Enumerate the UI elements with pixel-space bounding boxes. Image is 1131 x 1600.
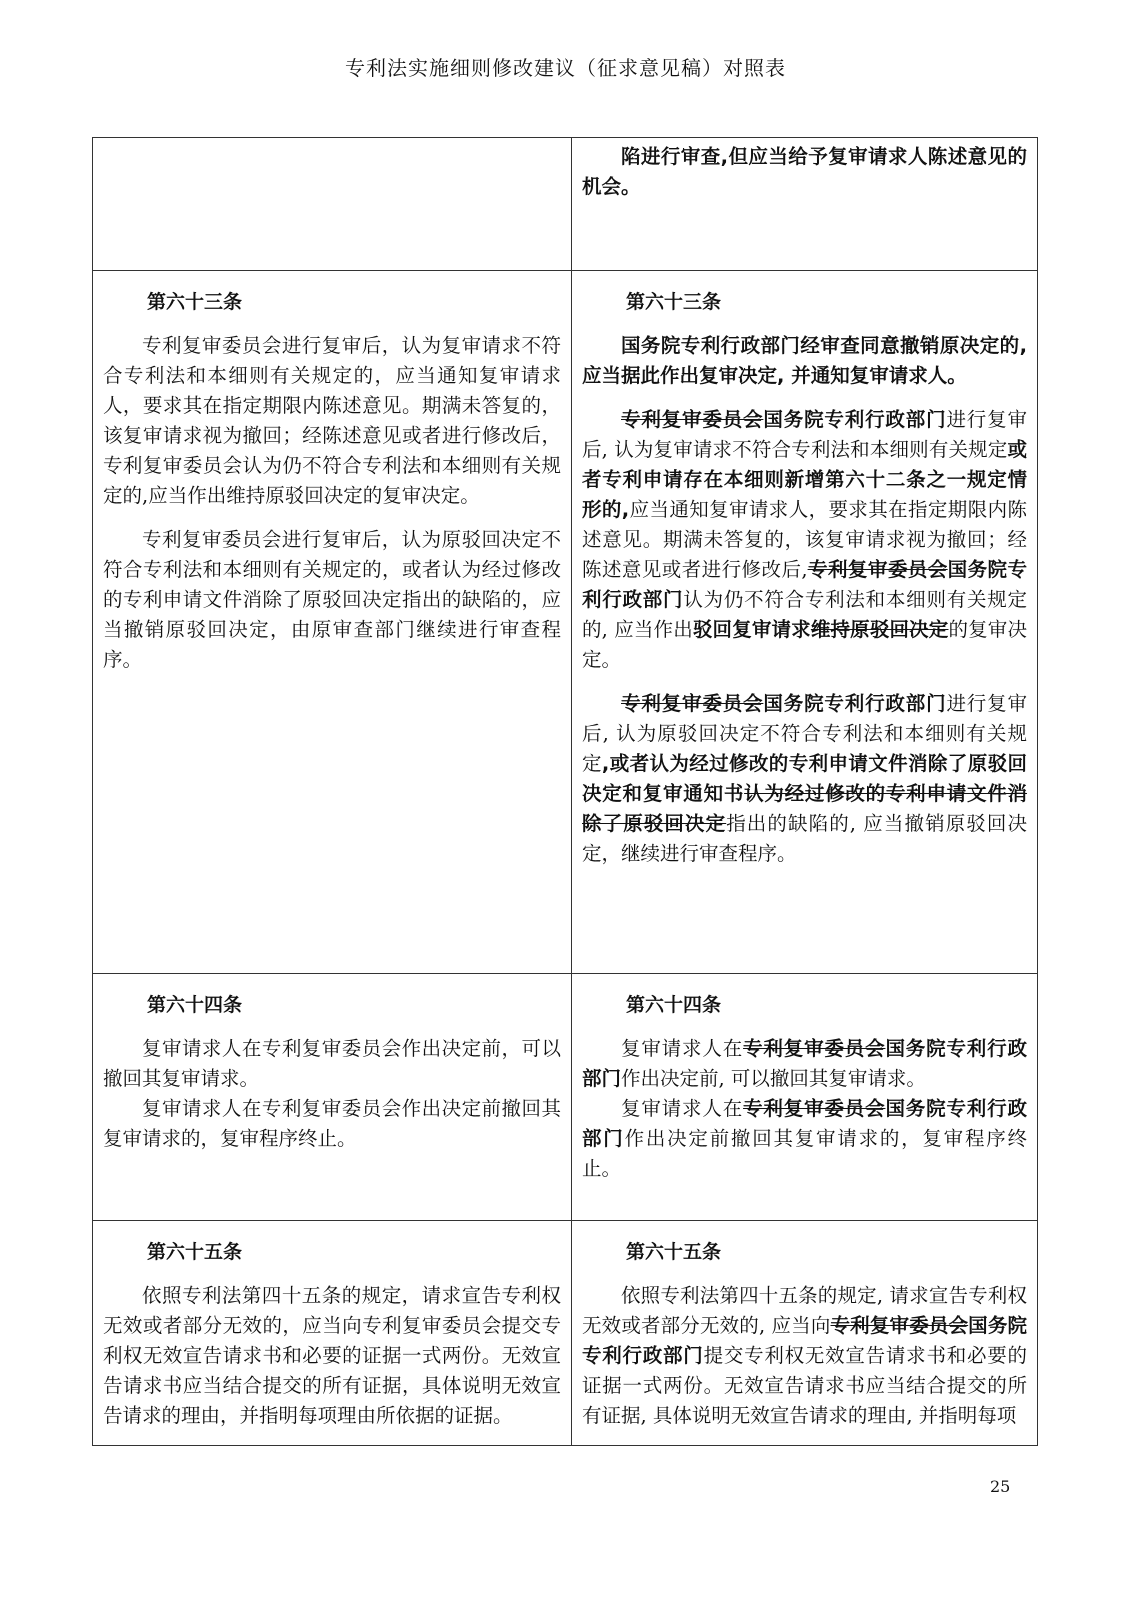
added-text: 国务院专利行政部门 — [582, 1314, 1027, 1367]
page-title: 专利法实施细则修改建议（征求意见稿）对照表 — [345, 56, 786, 80]
deleted-text: 专利复审委员会 — [830, 1314, 969, 1337]
article-heading: 第六十五条 — [626, 1241, 722, 1263]
table-row — [93, 138, 1038, 271]
text-segment: 复审请求人在 — [621, 1037, 744, 1060]
text-segment: 专利复审委员会进行复审后，认为原驳回决定不符合专利法和本细则有关规定的，或者认为经过修改的专利申请文件消除了原驳回决定指出的缺陷的，应当撤销原驳回决定，由原审查部门继续进行审查程序。 — [103, 528, 561, 671]
article-paragraph — [582, 1281, 1027, 1431]
article-paragraph — [582, 138, 1027, 202]
text-segment: 提交专利权无效宣告请求书和必要的证据一式两份。无效宣告请求书应当结合提交的所有证据, 具体说明无效宣告请求的理由, 并指明每项 — [582, 1344, 1027, 1427]
article-heading: 第六十四条 — [626, 994, 722, 1016]
article-paragraph — [103, 1281, 561, 1431]
text-segment: 进行复审后, 认为原驳回决定不符合专利法和本细则有关规定 — [582, 692, 1027, 775]
text-segment: 作出决定前撤回其复审请求的，复审程序终止。 — [582, 1127, 1027, 1180]
added-text: 国务院专利行政部门 — [763, 408, 947, 431]
added-text: 陷进行审查,但应当给予复审请求人陈述意见的机会。 — [582, 145, 1027, 198]
text-segment: 依照专利法第四十五条的规定，请求宣告专利权无效或者部分无效的，应当向专利复审委员会提交专利权无效宣告请求书和必要的证据一式两份。无效宣告请求书应当结合提交的所有证据，具体说明无效宣告请求的理由，并指明每项理由所依据的证据。 — [103, 1284, 561, 1427]
article-paragraph — [103, 1034, 561, 1094]
text-segment: 指出的缺陷的, 应当撤销原驳回决定，继续进行审查程序。 — [582, 812, 1027, 865]
article-paragraph — [103, 331, 561, 511]
article-heading: 第六十三条 — [147, 291, 243, 313]
article-paragraph — [103, 525, 561, 675]
table-row — [93, 1221, 1038, 1446]
added-text: 国务院专利行政部门 — [763, 692, 947, 715]
article-paragraph — [582, 1094, 1027, 1184]
article-heading: 第六十三条 — [626, 291, 722, 313]
added-text: 国务院专利行政部门 — [582, 558, 1027, 611]
article-paragraph — [582, 405, 1027, 675]
revised-cell — [572, 1221, 1038, 1446]
original-cell — [93, 271, 572, 974]
article-heading: 第六十四条 — [147, 994, 243, 1016]
revised-cell — [572, 138, 1038, 271]
article-paragraph — [582, 689, 1027, 869]
deleted-text: 专利复审委员会 — [621, 692, 764, 715]
table-row — [93, 271, 1038, 974]
original-cell — [93, 1221, 572, 1446]
text-segment: 复审请求人在 — [621, 1097, 744, 1120]
text-segment: 应当通知复审请求人，要求其在指定期限内陈述意见。期满未答复的，该复审请求视为撤回；经陈述意见或者进行修改后, — [582, 498, 1027, 581]
revised-cell — [572, 271, 1038, 974]
article-heading: 第六十五条 — [147, 1241, 243, 1263]
text-segment: 依照专利法第四十五条的规定, 请求宣告专利权无效或者部分无效的, 应当向 — [582, 1284, 1027, 1337]
added-text: 或者专利申请存在本细则新增第六十二条之一规定情形的, — [582, 438, 1027, 521]
added-text: 国务院专利行政部门 — [582, 1097, 1027, 1150]
added-text: 驳回复审请求 — [692, 618, 811, 641]
added-text: 国务院专利行政部门经审查同意撤销原决定的, 应当据此作出复审决定, 并通知复审请求人。 — [582, 334, 1027, 387]
deleted-text: 维持原驳回决定 — [810, 618, 949, 641]
text-segment: 作出决定前, 可以撤回其复审请求。 — [621, 1067, 926, 1090]
deleted-text: 专利复审委员会 — [743, 1037, 886, 1060]
page-header — [0, 52, 1131, 81]
page-number: 25 — [990, 1477, 1011, 1496]
deleted-text: 专利复审委员会 — [743, 1097, 886, 1120]
deleted-text: 认为经过修改的专利申请文件消除了原驳回决定 — [582, 782, 1027, 835]
revised-cell — [572, 974, 1038, 1221]
comparison-table — [92, 137, 1038, 1446]
table-row — [93, 974, 1038, 1221]
original-cell — [93, 974, 572, 1221]
text-segment: 专利复审委员会进行复审后，认为复审请求不符合专利法和本细则有关规定的，应当通知复审请求人，要求其在指定期限内陈述意见。期满未答复的，该复审请求视为撤回；经陈述意见或者进行修改后，专利复审委员会认为仍不符合专利法和本细则有关规定的,应当作出维持原驳回决定的复审决定。 — [103, 334, 561, 507]
text-segment: 复审请求人在专利复审委员会作出决定前，可以撤回其复审请求。 — [103, 1037, 561, 1090]
article-paragraph — [103, 1094, 561, 1154]
text-segment: 的复审决定。 — [582, 618, 1027, 671]
deleted-text: 专利复审委员会 — [621, 408, 764, 431]
original-cell — [93, 138, 572, 271]
added-text: 国务院专利行政部门 — [582, 1037, 1027, 1090]
added-text: ,或者认为经过修改的专利申请文件消除了原驳回决定和复审通知书 — [582, 752, 1027, 805]
text-segment: 认为仍不符合专利法和本细则有关规定的, 应当作出 — [582, 588, 1027, 641]
article-paragraph — [582, 331, 1027, 391]
text-segment: 复审请求人在专利复审委员会作出决定前撤回其复审请求的，复审程序终止。 — [103, 1097, 561, 1150]
text-segment: 进行复审后, 认为复审请求不符合专利法和本细则有关规定 — [582, 408, 1027, 461]
article-paragraph — [582, 1034, 1027, 1094]
deleted-text: 专利复审委员会 — [807, 558, 948, 581]
